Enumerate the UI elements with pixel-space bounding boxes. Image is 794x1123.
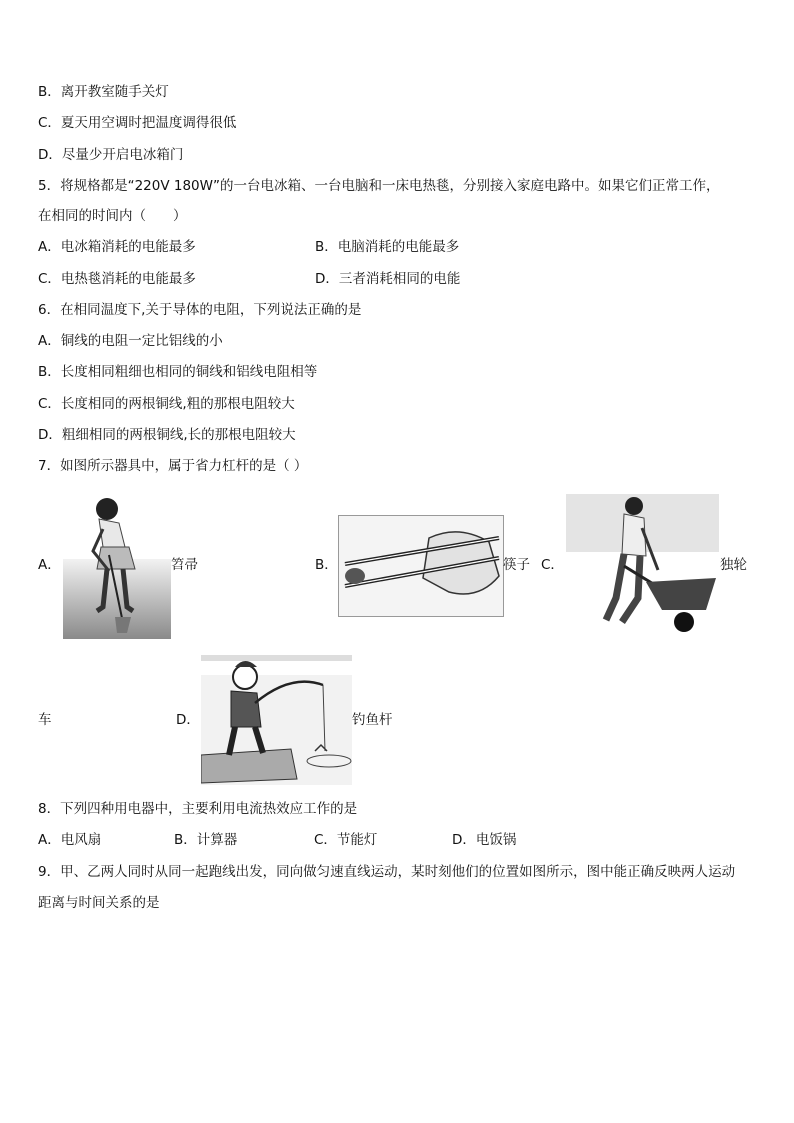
q7-stem: 7．如图所示器具中，属于省力杠杆的是（ ） <box>38 458 308 474</box>
q6-stem: 6．在相同温度下,关于导体的电阻，下列说法正确的是 <box>38 302 362 318</box>
fishing-man-image <box>201 655 352 785</box>
q7-option-d-name: 钓鱼杆 <box>352 712 393 728</box>
q8-option-b: B．计算器 <box>174 832 238 848</box>
q6-option-b: B．长度相同粗细也相同的铜线和铝线电阻相等 <box>38 364 318 380</box>
q4-option-b: B．离开教室随手关灯 <box>38 84 169 100</box>
q7-option-a-letter: A． <box>38 557 61 573</box>
q8-option-a: A．电风扇 <box>38 832 102 848</box>
q4-option-d: D．尽量少开启电冰箱门 <box>38 147 184 163</box>
q5-option-b: B．电脑消耗的电能最多 <box>315 239 460 255</box>
q7-option-d-letter: D． <box>176 712 200 728</box>
wheelbarrow-man-image <box>566 494 719 634</box>
q7-option-b-name: 筷子 <box>503 557 530 573</box>
q8-option-d: D．电饭锅 <box>452 832 517 848</box>
q5-option-c: C．电热毯消耗的电能最多 <box>38 271 196 287</box>
q4-option-c: C．夏天用空调时把温度调得很低 <box>38 115 237 131</box>
q7-option-c-letter: C． <box>541 557 564 573</box>
q5-option-a: A．电冰箱消耗的电能最多 <box>38 239 196 255</box>
q7-option-a-name: 笤帚 <box>171 557 198 573</box>
q7-option-c-name-2: 车 <box>38 712 52 728</box>
q6-option-d: D．粗细相同的两根铜线,长的那根电阻较大 <box>38 427 296 443</box>
q5-option-d: D．三者消耗相同的电能 <box>315 271 461 287</box>
q8-stem: 8．下列四种用电器中，主要利用电流热效应工作的是 <box>38 801 358 817</box>
q7-option-b-letter: B． <box>315 557 338 573</box>
q6-option-a: A．铜线的电阻一定比铝线的小 <box>38 333 223 349</box>
q9-stem-line2: 距离与时间关系的是 <box>38 895 160 911</box>
q8-option-c: C．节能灯 <box>314 832 378 848</box>
q5-stem-line2: 在相同的时间内（ ） <box>38 208 187 224</box>
q7-option-c-name-1: 独轮 <box>720 557 747 573</box>
chopsticks-image <box>338 515 504 617</box>
broom-girl-image <box>63 495 171 639</box>
q6-option-c: C．长度相同的两根铜线,粗的那根电阻较大 <box>38 396 295 412</box>
q9-stem-line1: 9．甲、乙两人同时从同一起跑线出发，同向做匀速直线运动，某时刻他们的位置如图所示，图中能正确反映两人运动 <box>38 864 736 880</box>
q5-stem-line1: 5．将规格都是“220V 180W”的一台电冰箱、一台电脑和一床电热毯，分别接入家庭电路中。如果它们正常工作， <box>38 178 720 194</box>
